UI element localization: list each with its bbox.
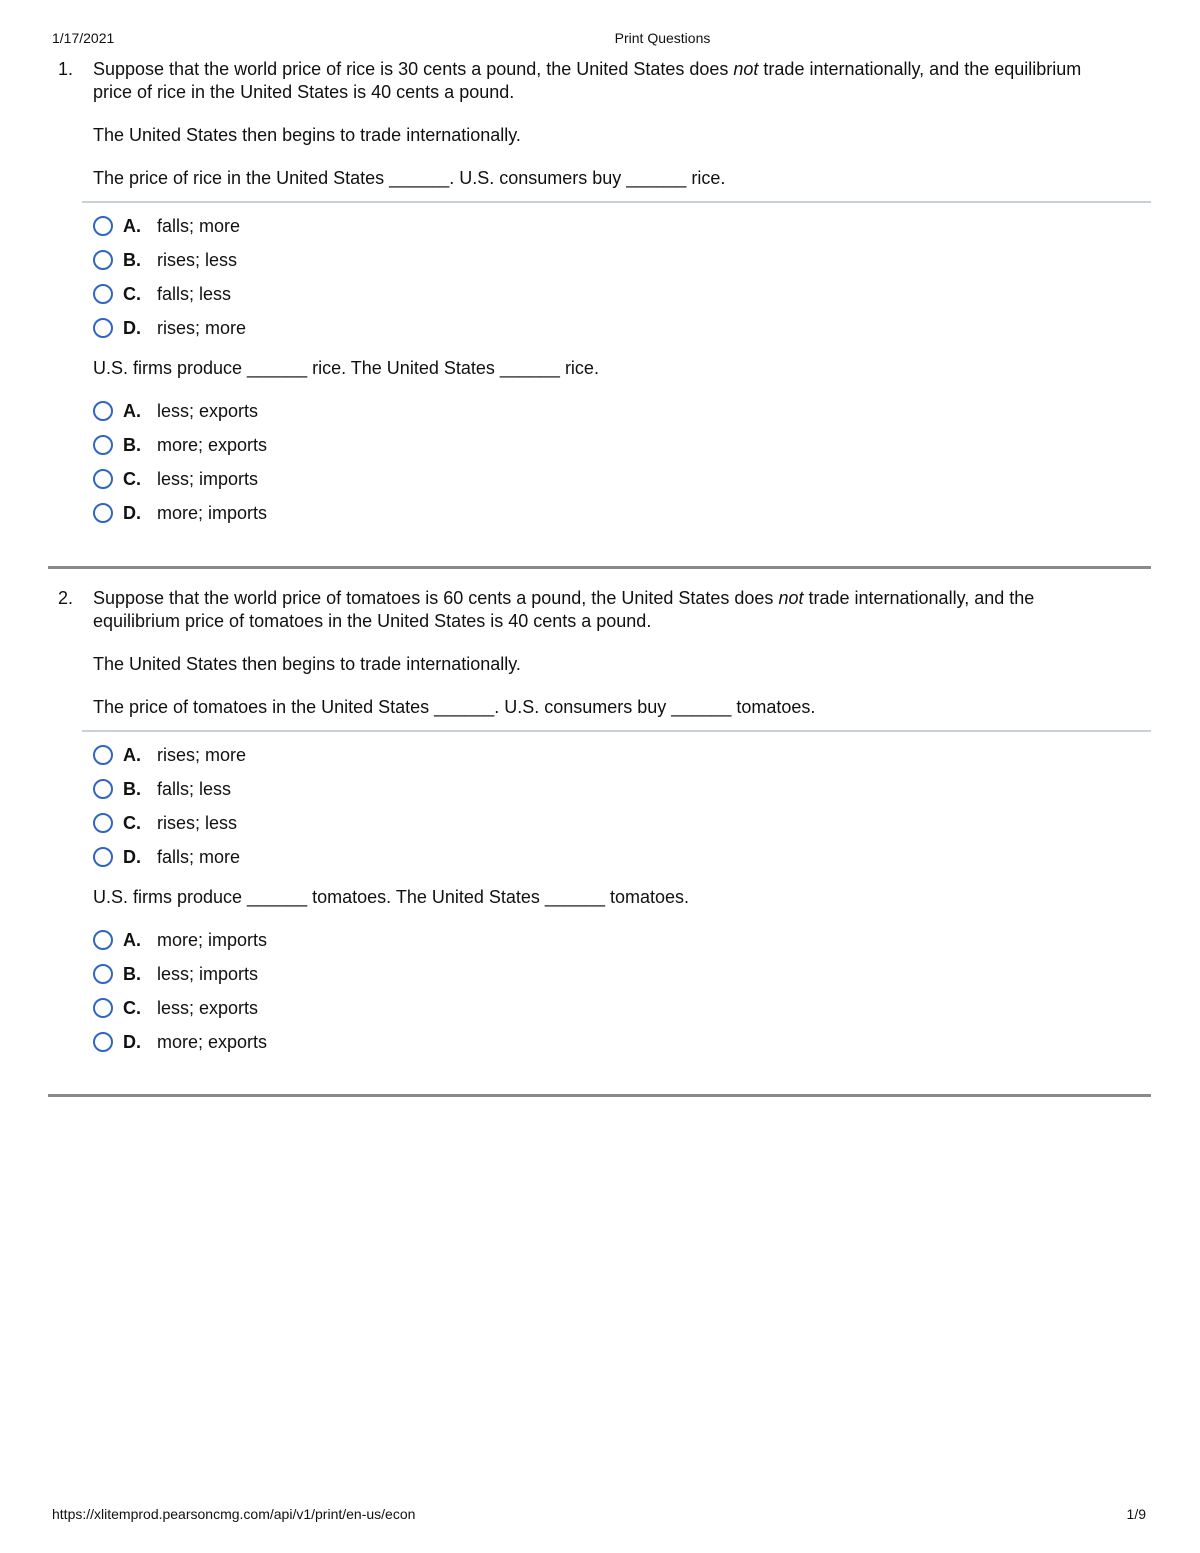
option-letter: D. — [123, 317, 141, 338]
question-stem — [93, 587, 1083, 633]
question-separator — [48, 566, 1151, 569]
option-b[interactable] — [93, 243, 1151, 277]
option-b[interactable] — [93, 428, 1151, 462]
option-text: rises; less — [157, 812, 238, 833]
option-letter: D. — [123, 846, 141, 867]
stem-emphasis: not — [778, 588, 804, 608]
option-letter: A. — [123, 744, 141, 765]
option-letter: D. — [123, 1031, 141, 1052]
option-letter: A. — [123, 215, 141, 236]
radio-button-icon[interactable] — [93, 401, 113, 421]
option-letter: B. — [123, 249, 141, 270]
radio-button-icon[interactable] — [93, 813, 113, 833]
option-c[interactable] — [93, 462, 1151, 496]
divider — [82, 201, 1151, 203]
stem-text: Suppose that the world price of tomatoes is 60 cents a pound, the United States does — [93, 588, 779, 608]
option-text: less; imports — [157, 468, 259, 489]
part2-prompt: U.S. firms produce ______ tomatoes. The United States ______ tomatoes. — [93, 887, 690, 907]
stem-text: trade internationally, and the equilibrium price of rice in the United States is 40 cents a pound. — [93, 59, 1082, 102]
option-text: rises; less — [157, 249, 238, 270]
question-stem — [93, 58, 1083, 104]
option-a[interactable] — [93, 738, 1151, 772]
option-letter: D. — [123, 502, 141, 523]
question-context: The United States then begins to trade internationally. — [93, 125, 521, 145]
option-letter: A. — [123, 929, 141, 950]
option-letter: C. — [123, 997, 141, 1018]
part1-prompt: The price of rice in the United States ______. U.S. consumers buy ______ rice. — [93, 168, 726, 188]
option-text: more; exports — [157, 1031, 268, 1052]
option-b[interactable] — [93, 957, 1151, 991]
source-url: https://xlitemprod.pearsoncmg.com/api/v1/print/en-us/econ — [52, 1506, 416, 1522]
option-d[interactable] — [93, 311, 1151, 345]
radio-button-icon[interactable] — [93, 284, 113, 304]
question-separator — [48, 1094, 1151, 1097]
stem-emphasis: not — [733, 59, 759, 79]
option-letter: B. — [123, 778, 141, 799]
question-2 — [48, 587, 1151, 1059]
answer-options-part1 — [93, 209, 1151, 345]
option-text: falls; less — [157, 778, 232, 799]
option-text: less; imports — [157, 963, 259, 984]
answer-options-part2 — [93, 394, 1151, 530]
option-a[interactable] — [93, 394, 1151, 428]
radio-button-icon[interactable] — [93, 435, 113, 455]
option-text: less; exports — [157, 400, 259, 421]
answer-options-part1 — [93, 738, 1151, 874]
answer-options-part2 — [93, 923, 1151, 1059]
option-a[interactable] — [93, 209, 1151, 243]
print-date: 1/17/2021 — [52, 30, 115, 46]
option-text: falls; more — [157, 846, 241, 867]
radio-button-icon[interactable] — [93, 469, 113, 489]
radio-button-icon[interactable] — [93, 930, 113, 950]
question-1 — [48, 58, 1151, 530]
option-text: more; imports — [157, 502, 268, 523]
radio-button-icon[interactable] — [93, 250, 113, 270]
radio-button-icon[interactable] — [93, 216, 113, 236]
page-number: 1/9 — [1126, 1506, 1146, 1522]
question-number: 2. — [58, 588, 74, 608]
question-context: The United States then begins to trade internationally. — [93, 654, 521, 674]
option-d[interactable] — [93, 840, 1151, 874]
option-text: rises; more — [157, 744, 247, 765]
stem-text: trade internationally, and the equilibrium price of tomatoes in the United States is 40 cents a pound. — [93, 588, 1035, 631]
option-d[interactable] — [93, 496, 1151, 530]
radio-button-icon[interactable] — [93, 964, 113, 984]
question-number: 1. — [58, 59, 74, 79]
option-b[interactable] — [93, 772, 1151, 806]
radio-button-icon[interactable] — [93, 779, 113, 799]
option-c[interactable] — [93, 806, 1151, 840]
option-letter: B. — [123, 963, 141, 984]
option-letter: B. — [123, 434, 141, 455]
option-text: rises; more — [157, 317, 247, 338]
option-text: falls; less — [157, 283, 232, 304]
part2-prompt: U.S. firms produce ______ rice. The United States ______ rice. — [93, 358, 599, 378]
radio-button-icon[interactable] — [93, 745, 113, 765]
divider — [82, 730, 1151, 732]
radio-button-icon[interactable] — [93, 1032, 113, 1052]
option-a[interactable] — [93, 923, 1151, 957]
option-text: falls; more — [157, 215, 241, 236]
option-text: more; imports — [157, 929, 268, 950]
option-c[interactable] — [93, 991, 1151, 1025]
radio-button-icon[interactable] — [93, 998, 113, 1018]
stem-text: Suppose that the world price of rice is 30 cents a pound, the United States does — [93, 59, 734, 79]
option-text: more; exports — [157, 434, 268, 455]
radio-button-icon[interactable] — [93, 318, 113, 338]
option-letter: C. — [123, 812, 141, 833]
option-letter: C. — [123, 468, 141, 489]
option-c[interactable] — [93, 277, 1151, 311]
option-letter: C. — [123, 283, 141, 304]
option-letter: A. — [123, 400, 141, 421]
radio-button-icon[interactable] — [93, 503, 113, 523]
option-text: less; exports — [157, 997, 259, 1018]
page-title: Print Questions — [614, 30, 711, 46]
page-header — [52, 30, 1148, 48]
radio-button-icon[interactable] — [93, 847, 113, 867]
option-d[interactable] — [93, 1025, 1151, 1059]
part1-prompt: The price of tomatoes in the United States ______. U.S. consumers buy ______ tomatoes. — [93, 697, 816, 717]
